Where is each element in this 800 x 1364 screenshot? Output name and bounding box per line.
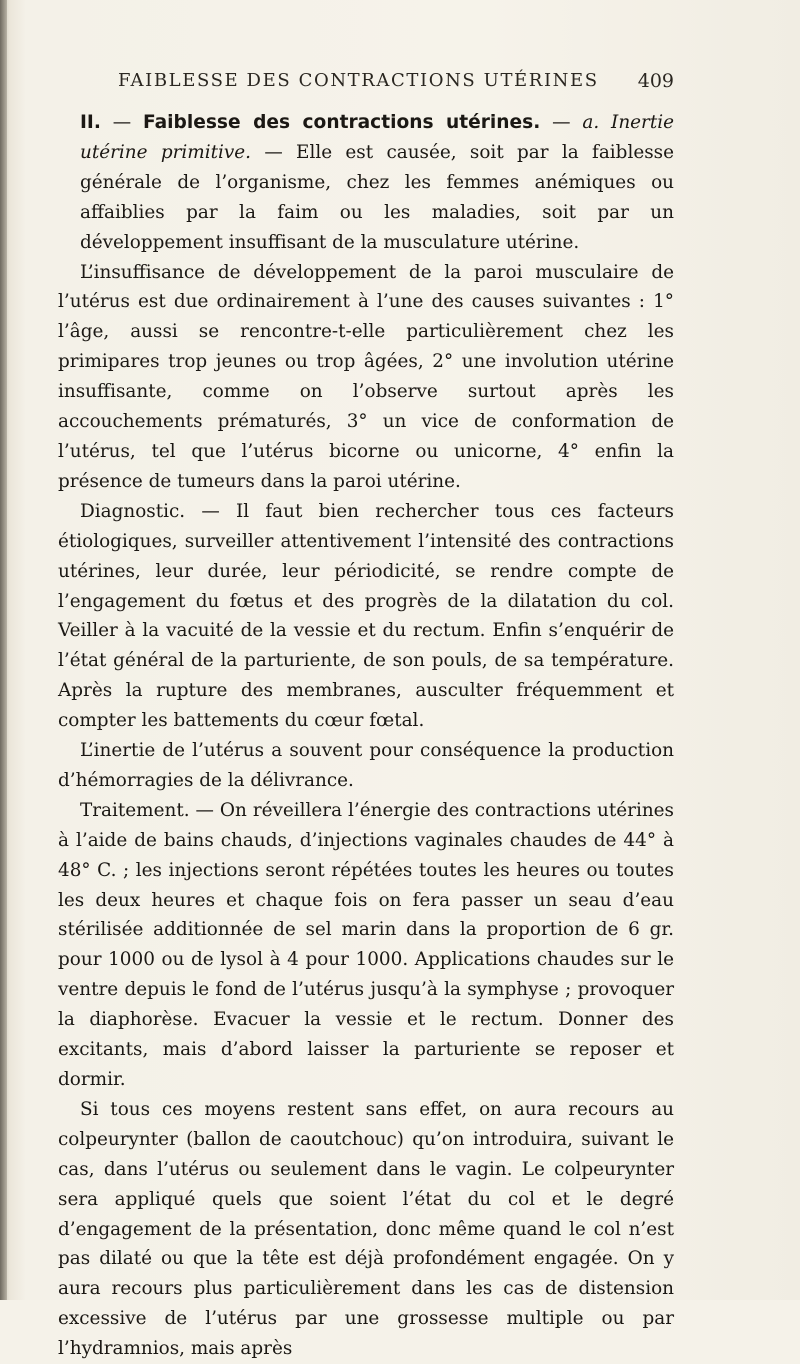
section-intro-text: — Elle est causée, soit par la faiblesse générale de l’organisme, chez les femmes anémiques ou affaiblies par la faim ou les maladies, soit par un développement insuffisant de la musculature utérine. [80, 141, 674, 253]
running-head [118, 70, 674, 100]
body-text [58, 108, 674, 1364]
paragraph-hemorrhage: L’inertie de l’utérus a souvent pour conséquence la production d’hémorragies de la délivrance. [58, 740, 674, 791]
subheading-dash: — [540, 112, 583, 133]
running-title: FAIBLESSE DES CONTRACTIONS UTÉRINES [118, 70, 599, 91]
paragraph-treatment: Traitement. — On réveillera l’énergie des contractions utérines à l’aide de bains chauds, d’injections vaginales chaudes de 44° à 48° C. ; les injections seront répétées toutes les heures ou toutes les deux heures et chaque fois on fera passer un seau d’eau stérilisée additionnée de sel marin dans la proportion de 6 gr. pour 1000 ou de lysol à 4 pour 1000. Applications chaudes sur le ventre depuis le fond de l’utérus jusqu’à la symphyse ; provoquer la diaphorèse. Evacuer la vessie et le rectum. Donner des excitants, mais d’abord laisser la parturiente se reposer et dormir. [58, 799, 674, 1090]
paragraph-diagnostic: Diagnostic. — Il faut bien rechercher tous ces facteurs étiologiques, surveiller attentivement l’intensité des contractions utérines, leur durée, leur périodicité, se rendre compte de l’engagement du fœtus et des progrès de la dilatation du col. Veiller à la vacuité de la vessie et du rectum. Enfin s’enquérir de l’état général de la parturiente, de son pouls, de sa température. Après la rupture des membranes, ausculter fréquemment et compter les battements du cœur fœtal. [58, 500, 674, 732]
section-title: Faiblesse des contractions utérines. [143, 112, 541, 133]
paragraph-etiology: L’insuffisance de développement de la paroi musculaire de l’utérus est due ordinairement à l’une des causes suivantes : 1° l’âge, aussi se rencontre-t-elle particulièrement chez les primipares trop jeunes ou trop âgées, 2° une involution utérine insuffisante, comme on l’observe surtout après les accouchements prématurés, 3° un vice de conformation de l’utérus, tel que l’utérus bicorne ou unicorne, 4° enfin la présence de tumeurs dans la paroi utérine. [58, 261, 674, 492]
heading-dash: — [100, 112, 144, 133]
paragraph-section-intro [58, 108, 674, 258]
subsection-title: a. Inertie utérine primitive. [80, 112, 674, 163]
paragraph-colpeurynter: Si tous ces moyens restent sans effet, on aura recours au colpeurynter (ballon de caoutchouc) qu’on introduira, suivant le cas, dans l’utérus ou seulement dans le vagin. Le colpeurynter sera appliqué quels que soient l’état du col et le degré d’engagement de la présentation, donc même quand le col n’est pas dilaté ou que la tête est déjà profondément engagée. On y aura recours plus particulièrement dans les cas de distension excessive de l’utérus par une grossesse multiple ou par l’hydramnios, mais après [58, 1098, 674, 1360]
section-number: II. [80, 112, 101, 133]
page-number: 409 [637, 70, 674, 92]
book-spine-edge [0, 0, 7, 1300]
